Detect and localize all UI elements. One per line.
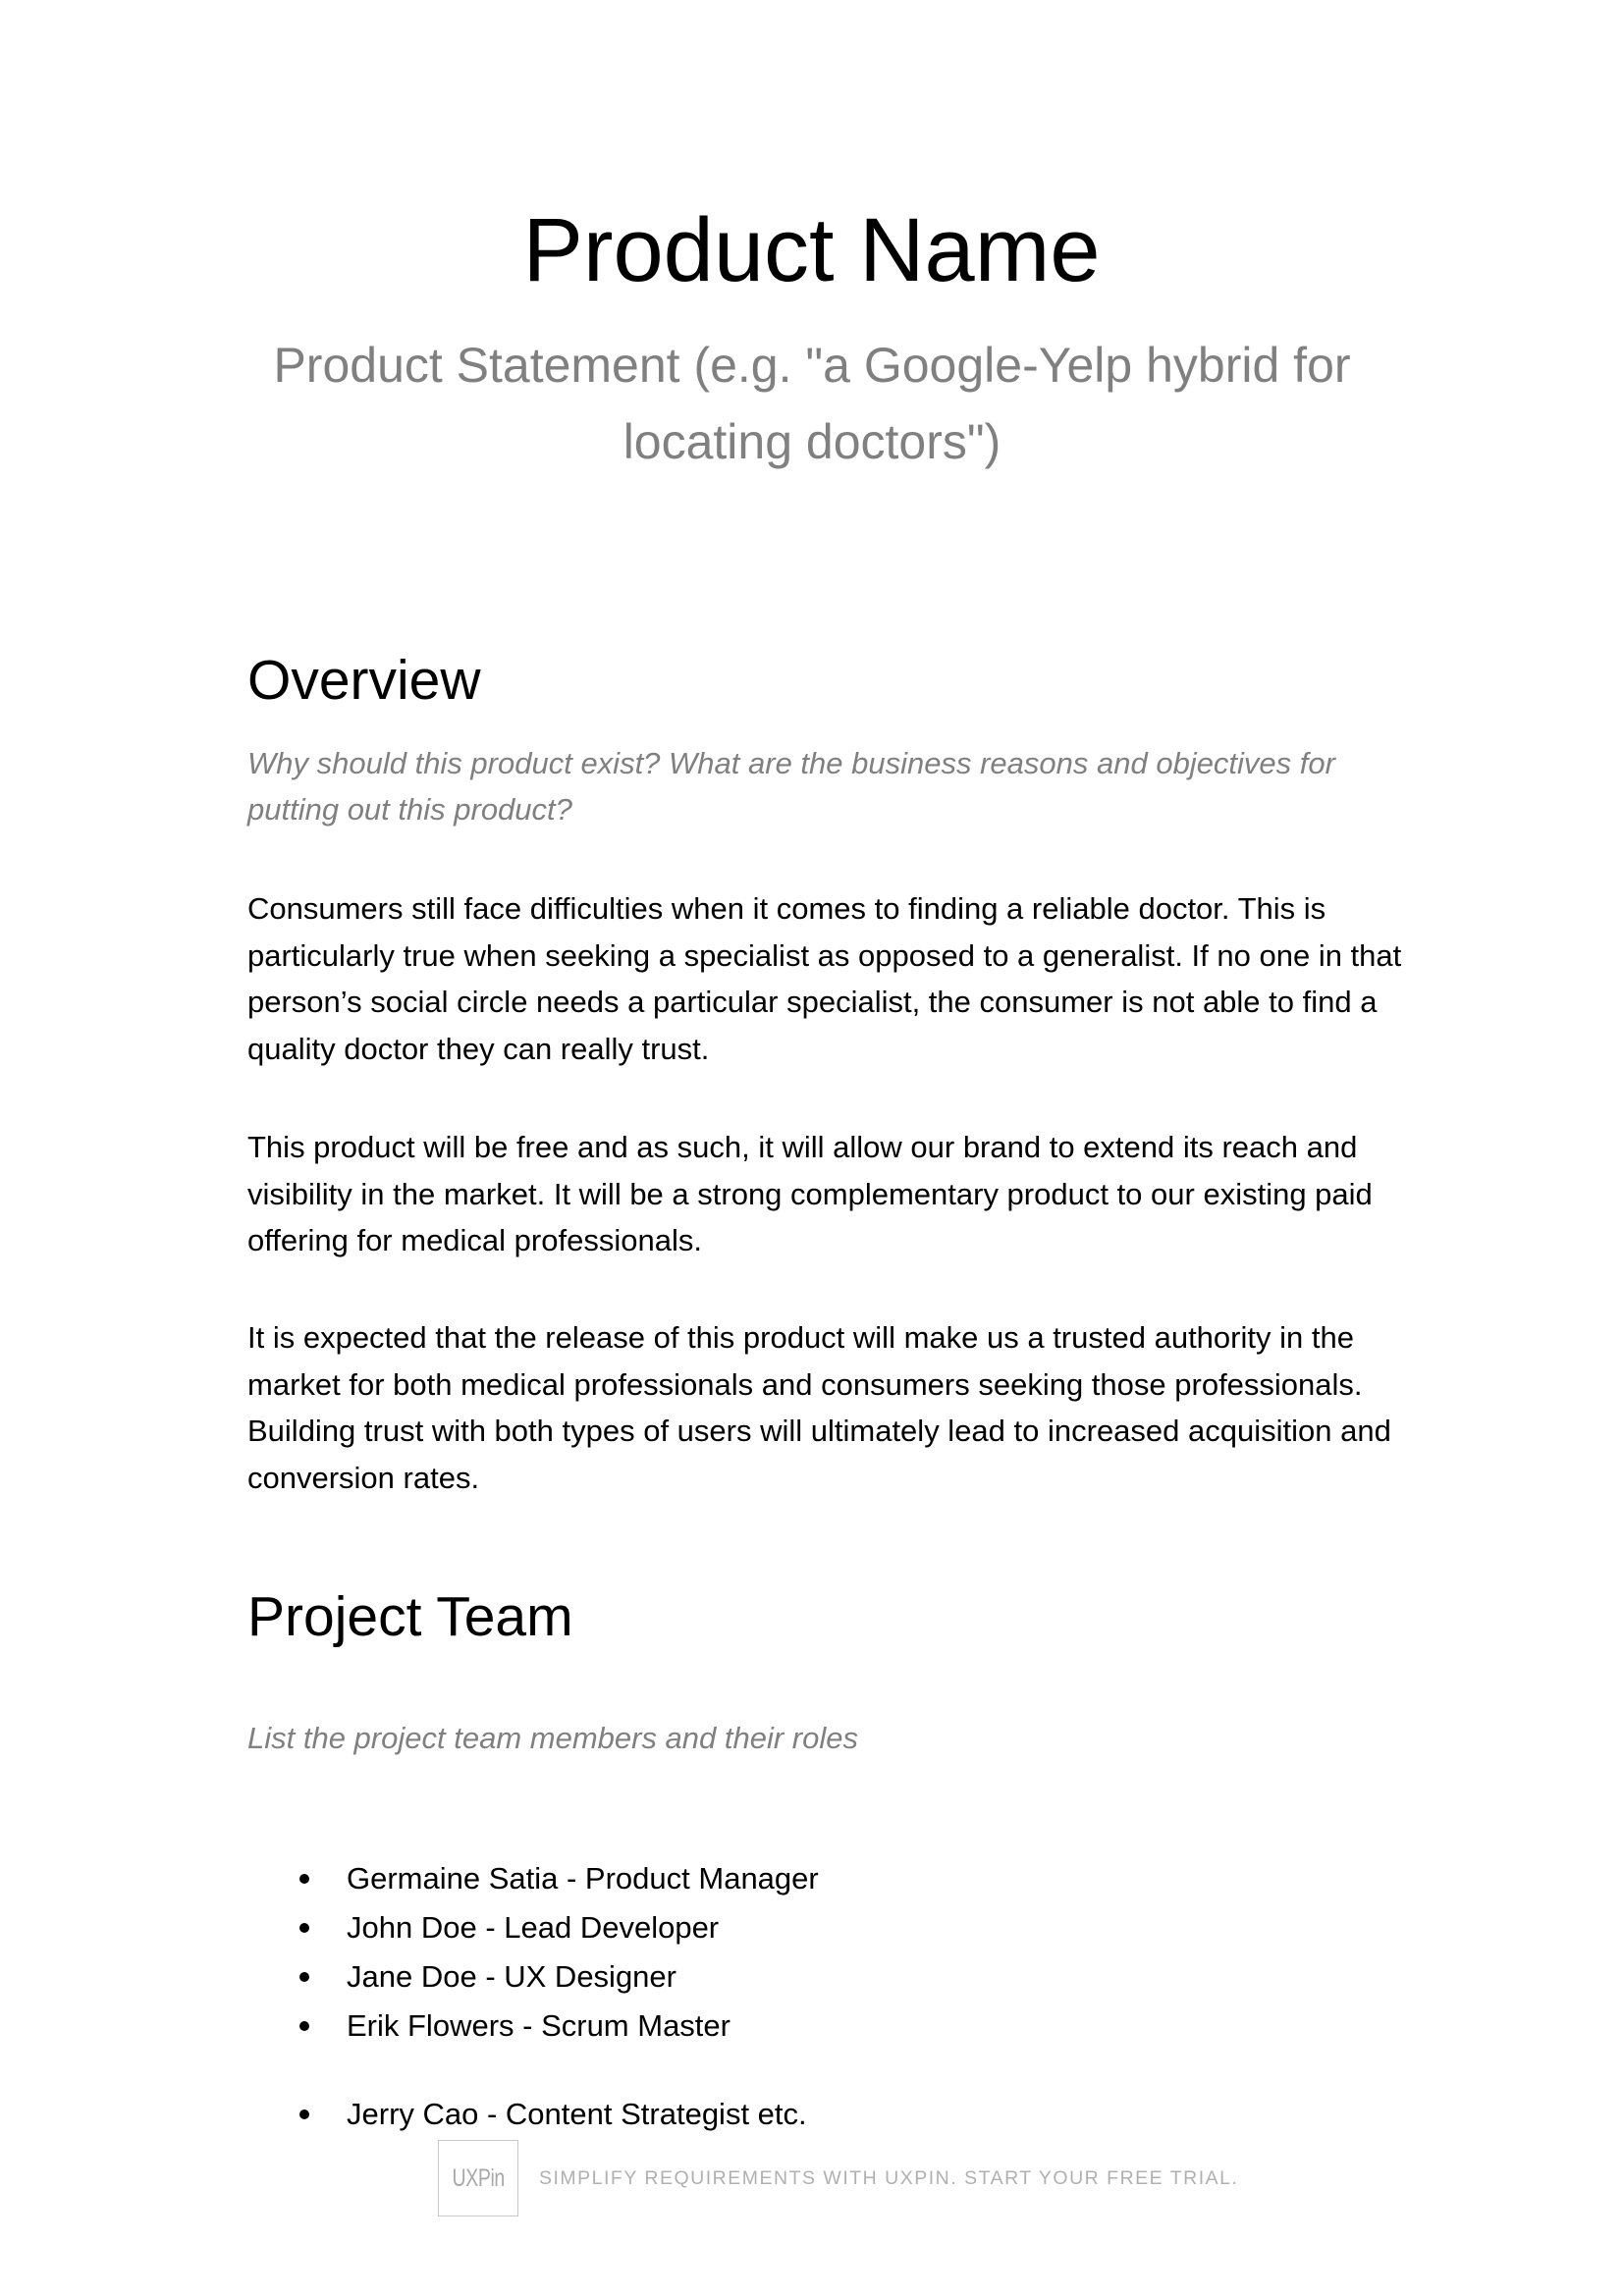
footer-cta-link[interactable]: SIMPLIFY REQUIREMENTS WITH UXPIN. START YOUR FREE TRIAL. xyxy=(539,2166,1239,2189)
bullet-icon xyxy=(299,1874,309,1884)
bullet-icon xyxy=(299,1923,309,1933)
team-member: Erik Flowers - Scrum Master xyxy=(347,2008,730,2043)
page-title: Product Name xyxy=(522,200,1101,300)
overview-paragraph-1: Consumers still face difficulties when it comes to finding a reliable doctor. This is particularly true when seeking a specialist as opposed to a generalist. If no one in that person’s social circle needs a particular specialist, the consumer is not able to find a quality doctor they can really trust. xyxy=(247,891,1402,1066)
team-member: Jane Doe - UX Designer xyxy=(347,1959,676,1994)
uxpin-logo[interactable] xyxy=(438,2140,518,2216)
bullet-icon xyxy=(299,1972,309,1982)
project-team-hint: List the project team members and their roles xyxy=(247,1721,858,1755)
product-statement: Product Statement (e.g. "a Google-Yelp hybrid for locating doctors") xyxy=(273,338,1351,469)
bullet-icon xyxy=(299,2109,309,2119)
team-member: John Doe - Lead Developer xyxy=(347,1910,720,1945)
bullet-icon xyxy=(299,2021,309,2031)
team-member-list xyxy=(247,1854,819,2139)
list-item xyxy=(247,1952,819,2002)
overview-paragraph-2: This product will be free and as such, it will allow our brand to extend its reach and visibility in the market. It will be a strong complementary product to our existing paid offering for medical professionals. xyxy=(247,1130,1373,1257)
team-member: Germaine Satia - Product Manager xyxy=(347,1861,819,1896)
list-item xyxy=(247,1854,819,1903)
list-item xyxy=(247,2090,819,2139)
logo-text: UXPin xyxy=(452,2163,505,2192)
overview-paragraph-3: It is expected that the release of this product will make us a trusted authority in the market for both medical professionals and consumers seeking those professionals. Building trust with both types of users will ultimately lead to increased acquisition and conversion rates. xyxy=(247,1320,1391,1495)
team-member: Jerry Cao - Content Strategist etc. xyxy=(347,2097,807,2131)
overview-hint: Why should this product exist? What are the business reasons and objectives for putting out this product? xyxy=(247,746,1335,827)
footer-banner[interactable] xyxy=(438,2138,1238,2218)
project-team-heading: Project Team xyxy=(247,1585,573,1648)
list-item xyxy=(247,2002,819,2051)
list-item xyxy=(247,1903,819,1952)
overview-heading: Overview xyxy=(247,649,481,712)
